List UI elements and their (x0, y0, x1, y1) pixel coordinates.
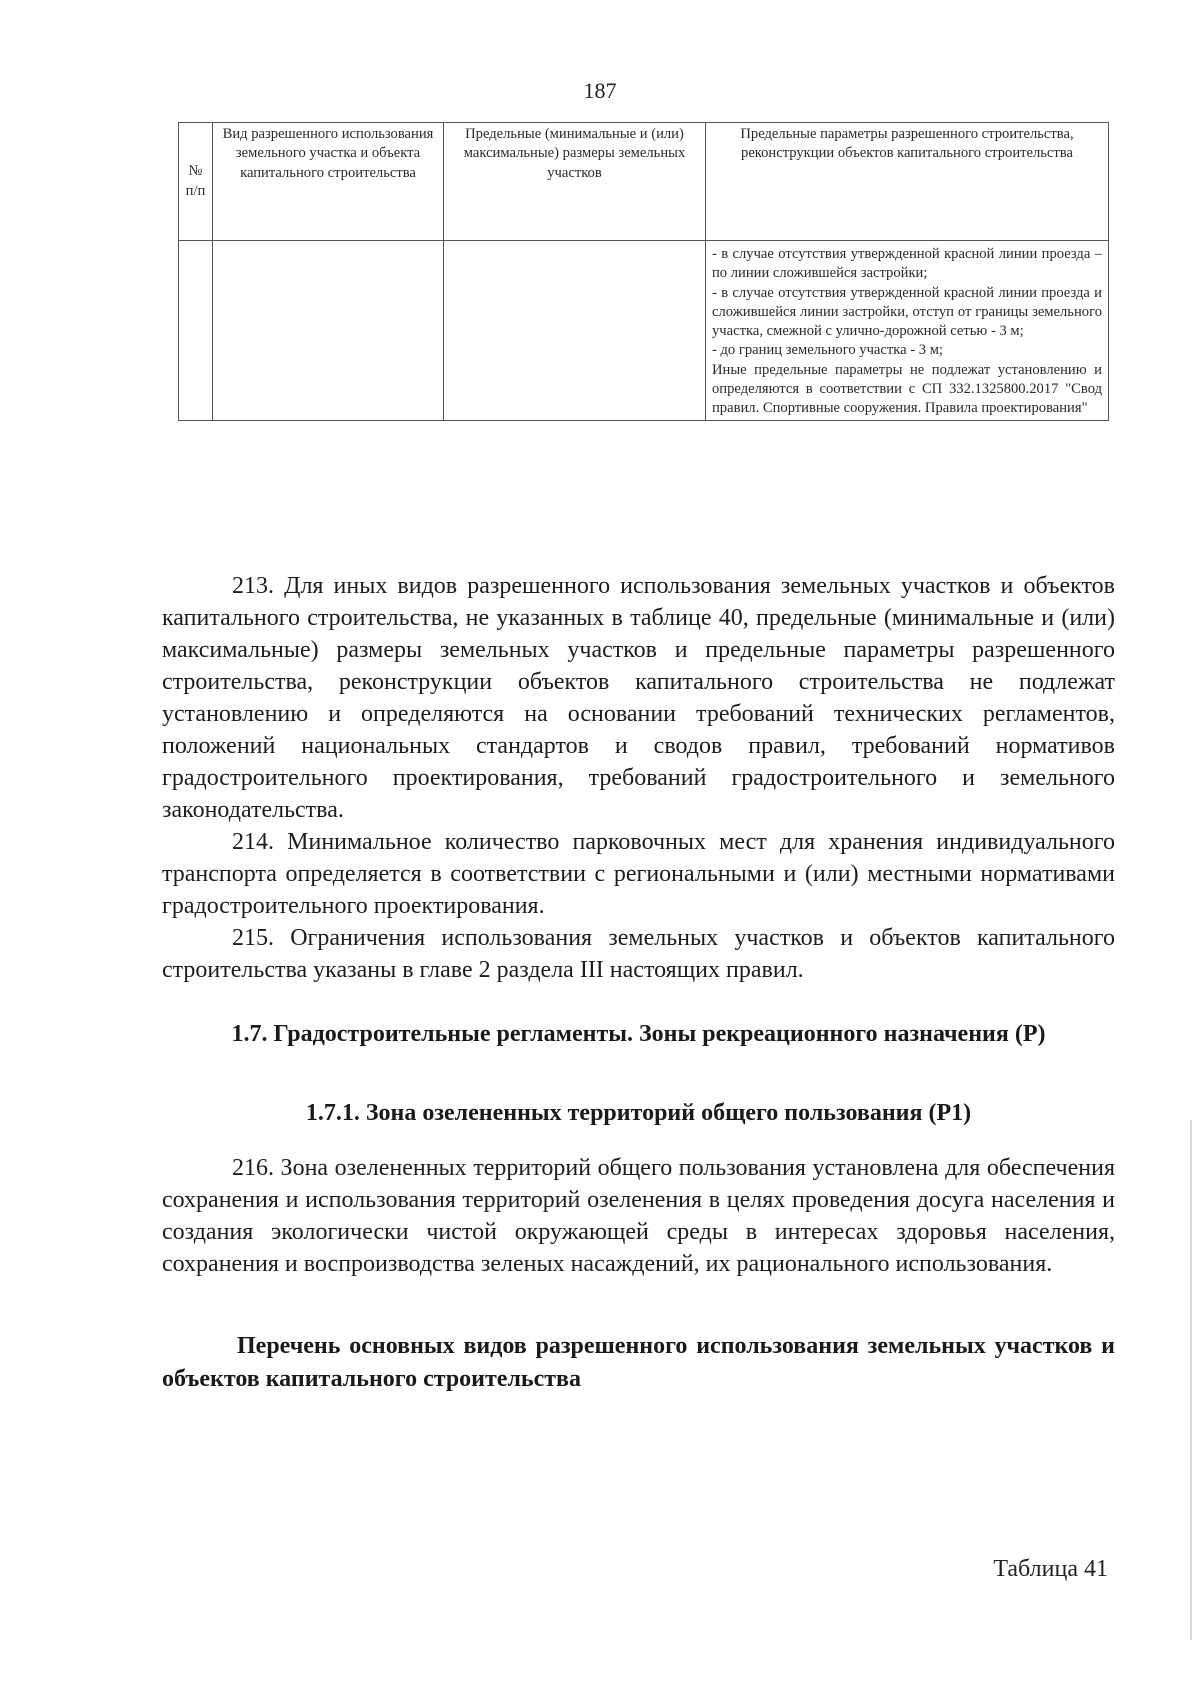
table-header-row (179, 123, 1109, 241)
regulations-table (178, 122, 1109, 421)
section-heading: 1.7. Градостроительные регламенты. Зоны рекреационного назначения (Р) (231, 1021, 1046, 1047)
table-label: Таблица 41 (993, 1556, 1108, 1582)
param-line: - в случае отсутствия утвержденной красной линии проезда и сложившейся линии застройки, отступ от границы земельного участка, смежной с улично-дорожной сетью - 3 м; (712, 284, 1102, 339)
header-number: № п/п (179, 123, 213, 241)
header-use-type: Вид разрешенного использования земельного участка и объекта капитального строительства (213, 123, 444, 241)
paragraph-216: 216. Зона озелененных территорий общего пользования установлена для обеспечения сохранения и использования территорий озеленения в целях проведения досуга населения и создания экологически чистой окружающей среды в интересах здоровья населения, сохранения и воспроизводства зеленых насаждений, их рационального использования. (162, 1155, 1115, 1277)
table-row (179, 241, 1109, 421)
cell-construction-params (706, 241, 1109, 421)
cell-number (179, 241, 213, 421)
cell-plot-sizes (444, 241, 706, 421)
header-construction-params: Предельные параметры разрешенного строительства, реконструкции объектов капитального строительства (706, 123, 1109, 241)
param-line: - в случае отсутствия утвержденной красной линии проезда – по линии сложившейся застройки; (712, 246, 1102, 282)
paragraph-214: 214. Минимальное количество парковочных мест для хранения индивидуального транспорта определяется в соответствии с региональными и (или) местными нормативами градостроительного проектирования. (162, 829, 1115, 919)
page-number: 187 (583, 78, 617, 103)
param-line: Иные предельные параметры не подлежат установлению и определяются в соответствии с СП 332.1325800.2017 "Свод правил. Спортивные сооружения. Правила проектирования" (712, 361, 1102, 416)
scan-edge-line (1190, 1120, 1192, 1640)
paragraphs-after-table (162, 570, 1115, 986)
paragraph-216-block (162, 1152, 1115, 1280)
paragraph-215: 215. Ограничения использования земельных участков и объектов капитального строительства указаны в главе 2 раздела III настоящих правил. (162, 925, 1115, 983)
cell-use-type (213, 241, 444, 421)
header-plot-sizes: Предельные (минимальные и (или) максимальные) размеры земельных участков (444, 123, 706, 241)
list-heading: Перечень основных видов разрешенного использования земельных участков и объектов капитального строительства (162, 1333, 1115, 1392)
paragraph-213: 213. Для иных видов разрешенного использования земельных участков и объектов капитального строительства, не указанных в таблице 40, предельные (минимальные и (или) максимальные) размеры земельных участков и предельные параметры разрешенного строительства, реконструкции объектов капитального строительства не подлежат установлению и определяются на основании требований технических регламентов, положений национальных стандартов и сводов правил, требований нормативов градостроительного проектирования, требований градостроительного и земельного законодательства. (162, 573, 1115, 823)
param-line: - до границ земельного участка - 3 м; (712, 342, 943, 359)
subsection-heading: 1.7.1. Зона озелененных территорий общего пользования (Р1) (305, 1100, 972, 1126)
